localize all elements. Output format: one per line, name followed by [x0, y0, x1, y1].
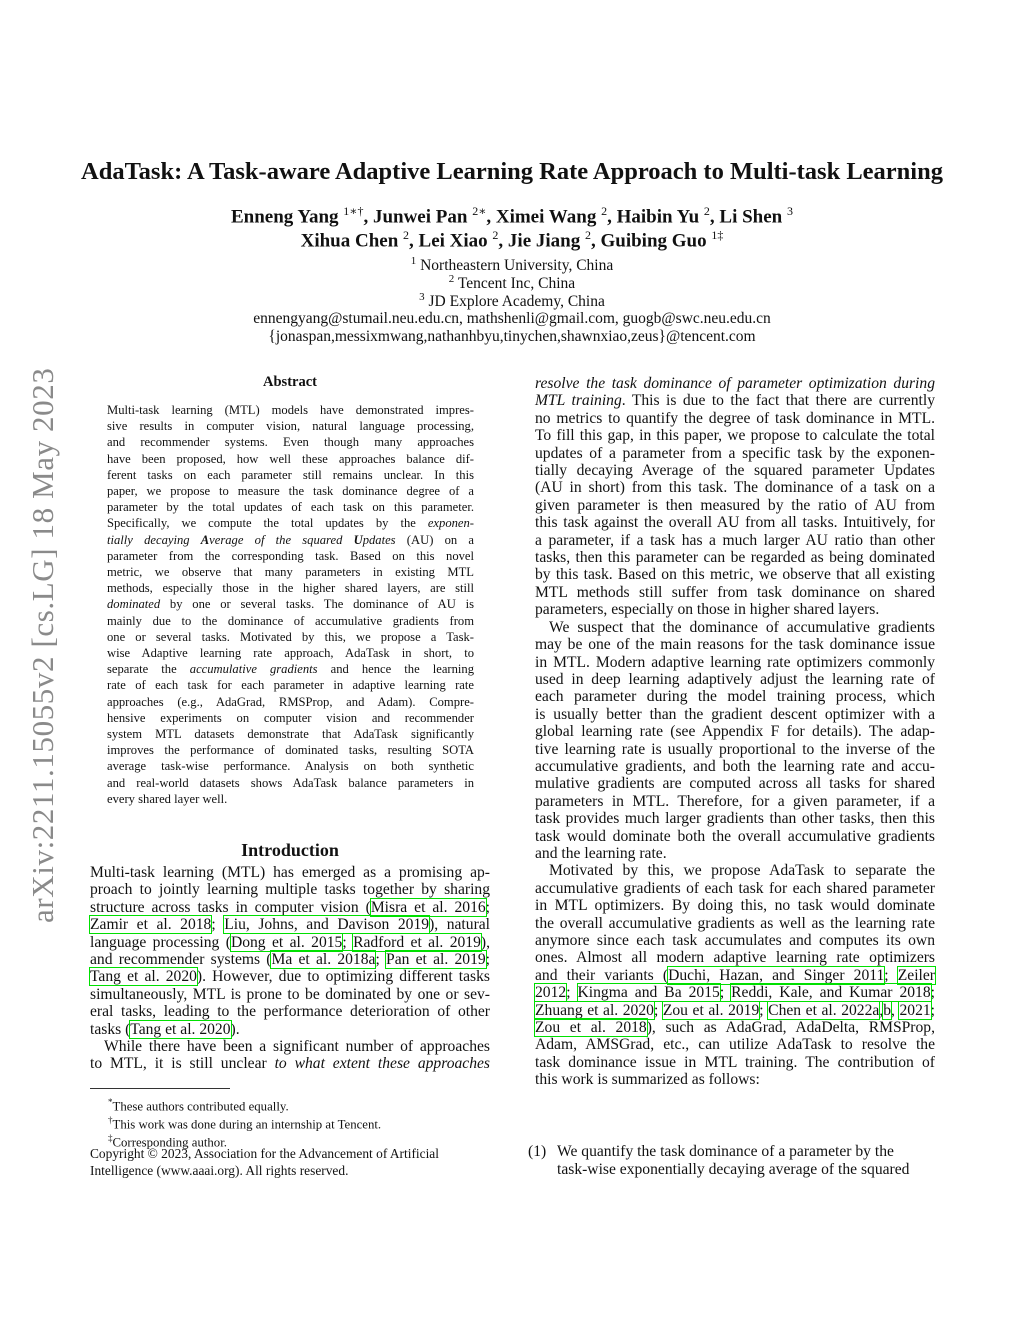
author-affiliation-marker: 1‡ [711, 228, 724, 242]
text-line: hensive experiments on computer vision and recommender [107, 710, 474, 725]
text-line: accumulative gradients, and both the learning rate and accu- [535, 757, 935, 775]
author-affiliation-marker: 3 [786, 204, 793, 218]
author-separator: , [590, 230, 601, 252]
text-line: Zhuang et al. 2020; Zou et al. 2019; Chen et al. 2022a,b, 2021; [535, 1001, 936, 1019]
abstract-heading: Abstract [263, 374, 317, 390]
text-line: separate the accumulative gradients and hence the learning [107, 662, 474, 677]
text-line: To fill this gap, in this paper, we propose to calculate the total [535, 427, 935, 445]
author-name: Lei Xiao [418, 230, 488, 252]
text-line: ferent tasks on each parameter still remains unclear. In this [107, 467, 474, 482]
author-list-line2 [60, 228, 964, 252]
footnote-rule [90, 1088, 230, 1089]
text-line: methods, especially those in the higher shared layers, are still [107, 581, 474, 596]
text-line: parameter from the corresponding task. Based on this novel [107, 548, 474, 563]
text-line: and recommender systems. Even though many approaches [107, 435, 474, 450]
text-line: Specifically, we compute the total updates by the exponen- [107, 516, 474, 531]
text-line: task dominance issue in MTL training. The contribution of [535, 1053, 935, 1071]
author-name: Guibing Guo [600, 230, 707, 252]
text-line: Adam, AMSGrad, etc., can utilize AdaTask to resolve the [535, 1036, 935, 1054]
text-line: eral tasks, leading to the performance deterioration of other [90, 1003, 490, 1021]
text-line: and recommender systems (Ma et al. 2018a; Pan et al. 2019; [90, 951, 491, 969]
text-line: tasks (Tang et al. 2020). [90, 1020, 240, 1038]
text-line: and their variants (Duchi, Hazan, and Singer 2011; Zeiler [535, 966, 935, 984]
author-affiliation-marker: 1∗† [343, 204, 364, 218]
text-line: global learning rate (see Appendix F for details). The adap- [535, 723, 935, 741]
contribution-item-line1: We quantify the task dominance of a parameter by the [557, 1143, 894, 1160]
author-affiliation-marker: 2 [601, 204, 608, 218]
author-name: Li Shen [719, 206, 783, 228]
contribution-item-line2: task-wise exponentially decaying average of the squared [557, 1161, 910, 1178]
text-line: We suspect that the dominance of accumulative gradients [549, 618, 935, 636]
text-line: and real-world datasets shows AdaTask balance parameters in [107, 775, 474, 790]
author-separator: , [363, 206, 373, 228]
text-line: Multi-task learning (MTL) has emerged as a promising ap- [90, 864, 490, 881]
author-list-line1 [60, 204, 964, 228]
text-line: dominated by one or several tasks. The dominance of AU is [107, 597, 474, 612]
author-name: Jie Jiang [507, 230, 581, 252]
text-line: task provides much larger gradients than other tasks, then this [535, 810, 935, 828]
text-line: and the learning rate. [535, 844, 667, 862]
author-name: Enneng Yang [231, 206, 339, 228]
text-line: tially decaying Average of the squared parameter Updates [535, 462, 935, 480]
paper-title: AdaTask: A Task-aware Adaptive Learning Rate Approach to Multi-task Learning [81, 158, 943, 185]
author-name: Junwei Pan [372, 206, 468, 228]
footnote-equal-contribution: *These authors contributed equally. [108, 1097, 289, 1114]
text-line: 2012; Kingma and Ba 2015; Reddi, Kale, and Kumar 2018; [535, 984, 935, 1002]
author-name: Ximei Wang [495, 206, 597, 228]
text-line: Zou et al. 2018), such as AdaGrad, AdaDelta, RMSProp, [535, 1019, 935, 1037]
emails-line2: {jonaspan,messixmwang,nathanhbyu,tinychen,shawnxiao,zeus}@tencent.com [268, 328, 756, 345]
author-affiliation-marker: 2 [703, 204, 710, 218]
text-line: this work is summarized as follows: [535, 1071, 760, 1089]
affiliation-1: $^1$ Northeastern University, China [410, 255, 614, 275]
copyright-line2: Intelligence (www.aaai.org). All rights reserved. [90, 1163, 349, 1178]
text-line: improves the performance of dominated tasks, resulting SOTA [107, 743, 474, 758]
text-line: every shared layer well. [107, 791, 228, 806]
text-line: parameter by the total updates of each task on this parameter. [107, 500, 474, 515]
introduction-body [90, 864, 490, 1073]
text-line: the overall accumulative gradients as well as the learning rate [535, 914, 935, 932]
text-line: rate of each task for each parameter in adaptive learning rate [107, 678, 474, 693]
author-affiliation-marker: 2∗ [472, 204, 487, 218]
text-line: given parameter is then measured by the ratio of AU from [535, 496, 935, 514]
text-line: Multi-task learning (MTL) models have demonstrated impres- [107, 403, 474, 417]
author-affiliation-marker: 2 [403, 228, 410, 242]
author-separator: , [409, 230, 419, 252]
text-line: system MTL datasets demonstrate that AdaTask significantly [107, 727, 474, 742]
text-line: to MTL, it is still unclear to what extent these approaches [90, 1055, 491, 1073]
text-line: While there have been a significant number of approaches [104, 1038, 490, 1056]
text-line: no metrics to quantify the degree of task dominance in MTL. [535, 409, 935, 427]
introduction-heading: Introduction [241, 840, 339, 860]
text-line: wise Adaptive learning rate approach, AdaTask in short, to [107, 646, 474, 661]
text-line: average task-wise performance. Analysis on both synthetic [107, 759, 474, 774]
text-line: tasks, then this parameter can be regarded as being dominated [535, 549, 935, 567]
text-line: approaches (e.g., AdaGrad, RMSProp, and Adam). Compre- [107, 694, 474, 709]
text-line: may be one of the main reasons for the task dominance issue [535, 636, 935, 654]
text-line: in MTL optimizers. By doing this, no task would dominate [535, 897, 935, 915]
text-line: sive results in computer vision, natural language processing, [107, 419, 474, 434]
text-line: tially decaying Average of the squared Updates (AU) on a [107, 532, 474, 547]
text-line: this task against the overall AU from all tasks. Intuitively, for [535, 514, 935, 532]
arxiv-identifier: arXiv:2211.15055v2 [cs.LG] 18 May 2023 [25, 367, 60, 923]
text-line: parameters in MTL. Therefore, for a given parameter, if a [535, 792, 935, 810]
footnote-internship: †This work was done during an internship at Tencent. [108, 1115, 382, 1132]
text-line: MTL methods still suffer from task dominance on shared [535, 583, 935, 601]
text-line: Zamir et al. 2018; Liu, Johns, and Davison 2019), natural [90, 916, 491, 934]
footnote-corresponding-author: ‡Corresponding author. [108, 1133, 227, 1150]
author-affiliation-marker: 2 [492, 228, 499, 242]
author-separator: , [498, 230, 508, 252]
text-line: mainly due to the dominance of accumulative gradients from [107, 613, 474, 628]
author-affiliation-marker: 2 [584, 228, 591, 242]
text-line: used in deep learning adaptively adjust the learning rate of [535, 670, 935, 688]
text-line: metric, we observe that many parameters in existing MTL [107, 565, 474, 580]
text-line: Motivated by this, we propose AdaTask to separate the [549, 862, 935, 880]
affiliation-2: $^2$ Tencent Inc, China [448, 273, 576, 293]
affiliation-3: $^3$ JD Explore Academy, China [419, 291, 605, 311]
abstract-body [107, 402, 474, 807]
text-line: language processing (Dong et al. 2015; Radford et al. 2019), [90, 933, 490, 951]
text-line: tive learning rate is usually proportional to the inverse of the [535, 740, 935, 758]
text-line: anymore since each task accumulates and computes its own [535, 932, 935, 949]
author-separator: , [607, 206, 617, 228]
text-line: have been proposed, how well these approaches balance dif- [107, 451, 474, 466]
text-line: ones. Almost all modern adaptive learning rate optimizers [535, 949, 935, 967]
text-line: simultaneously, MTL is prone to be dominated by one or sev- [90, 985, 490, 1003]
text-line: paper, we propose to measure the task dominance degree of a [107, 484, 474, 499]
author-name: Xihua Chen [300, 230, 399, 252]
text-line: resolve the task dominance of parameter optimization during [535, 375, 935, 392]
text-line: (AU in short) from this task. The dominance of a task on a [535, 479, 935, 497]
text-line: proach to jointly learning multiple tasks together by sharing [90, 881, 490, 899]
copyright-line1: Copyright © 2023, Association for the Advancement of Artificial [90, 1146, 439, 1161]
text-line: MTL training. This is due to the fact that there are currently [535, 392, 935, 410]
author-separator: , [486, 206, 496, 228]
text-line: structure across tasks in computer vision (Misra et al. 2016; [90, 898, 491, 916]
author-name: Haibin Yu [616, 206, 700, 228]
contribution-item-number: (1) [528, 1143, 547, 1160]
text-line: mulative gradients are computed across all tasks for shared [535, 775, 935, 793]
right-column-body [535, 375, 935, 1089]
text-line: in MTL. Modern adaptive learning rate optimizers commonly [535, 653, 935, 671]
text-line: each parameter during the model training process, which [535, 688, 935, 706]
text-line: Tang et al. 2020). However, due to optimizing different tasks [90, 968, 490, 986]
text-line: one or several tasks. Motivated by this, we propose a Task- [107, 629, 474, 644]
text-line: a parameter, if a task has a much larger AU ratio than other [535, 531, 935, 549]
text-line: is usually better than the gradient descent optimizer with a [535, 705, 935, 723]
text-line: parameters, especially on those in higher shared layers. [535, 601, 880, 619]
text-line: by this task. Based on this metric, we observe that all existing [535, 566, 935, 584]
text-line: accumulative gradients of each task for each shared parameter [535, 879, 935, 897]
emails-line1: ennengyang@stumail.neu.edu.cn, mathshenli@gmail.com, guogb@swc.neu.edu.cn [253, 310, 771, 327]
text-line: task would dominate both the overall accumulative gradients [535, 827, 935, 845]
text-line: updates of a parameter from a specific task by the exponen- [535, 444, 935, 462]
author-separator: , [709, 206, 720, 228]
